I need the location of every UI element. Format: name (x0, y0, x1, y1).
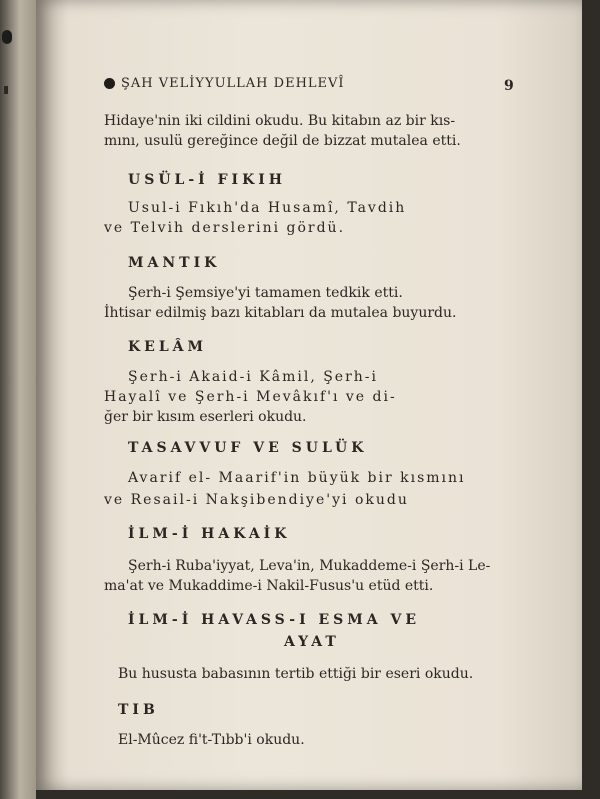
paragraph-line: ve Telvih derslerini gördü. (104, 220, 346, 236)
section-heading: İLM-İ HAKAİK (128, 526, 291, 542)
paragraph-line: Bu hususta babasının tertib ettiği bir eseri okudu. (118, 666, 474, 682)
paragraph-line: El-Mûcez fi't-Tıbb'i okudu. (118, 732, 305, 748)
paragraph-line: Şerh-i Akaid-i Kâmil, Şerh-i (128, 369, 379, 385)
running-header (104, 76, 345, 91)
background-edge (36, 790, 582, 799)
paragraph-line: Avarif el- Maarif'in büyük bir kısmını (128, 470, 466, 486)
section-heading: MANTIK (128, 255, 221, 271)
ink-mark (2, 30, 12, 44)
paragraph-line: mını, usulü gereğince değil de bizzat mutalea etti. (104, 133, 461, 149)
bullet-icon (104, 78, 115, 89)
paragraph-line: Şerh-i Ruba'iyyat, Leva'in, Mukaddeme-i Şerh-i Le- (128, 558, 491, 574)
header-title: ŞAH VELİYYULLAH DEHLEVÎ (121, 76, 345, 91)
section-heading: TASAVVUF VE SULÜK (128, 440, 368, 456)
section-heading: KELÂM (128, 339, 208, 355)
book-page (36, 0, 582, 790)
background-edge (582, 0, 600, 799)
paragraph-line: Usul-i Fıkıh'da Husamî, Tavdih (128, 200, 407, 216)
paragraph-line: İhtisar edilmiş bazı kitabları da mutalea buyurdu. (104, 305, 457, 321)
adjacent-page-edge (0, 0, 36, 799)
paragraph-line: Hidaye'nin iki cildini okudu. Bu kitabın az bir kıs- (104, 113, 456, 129)
paragraph-line: Hayalî ve Şerh-i Mevâkıf'ı ve di- (104, 389, 397, 405)
paragraph-line: ma'at ve Mukaddime-i Nakil-Fusus'u etüd etti. (104, 578, 434, 594)
section-heading: AYAT (284, 634, 340, 650)
paragraph-line: Şerh-i Şemsiye'yi tamamen tedkik etti. (128, 285, 403, 301)
section-heading: TIB (118, 702, 159, 718)
ink-mark (4, 86, 8, 94)
section-heading: USÜL-İ FIKIH (128, 172, 287, 188)
page-number: 9 (504, 78, 514, 94)
section-heading: İLM-İ HAVASS-I ESMA VE (128, 612, 421, 628)
paragraph-line: ve Resail-i Nakşibendiye'yi okudu (104, 492, 409, 508)
paragraph-line: ğer bir kısım eserleri okudu. (104, 409, 307, 425)
